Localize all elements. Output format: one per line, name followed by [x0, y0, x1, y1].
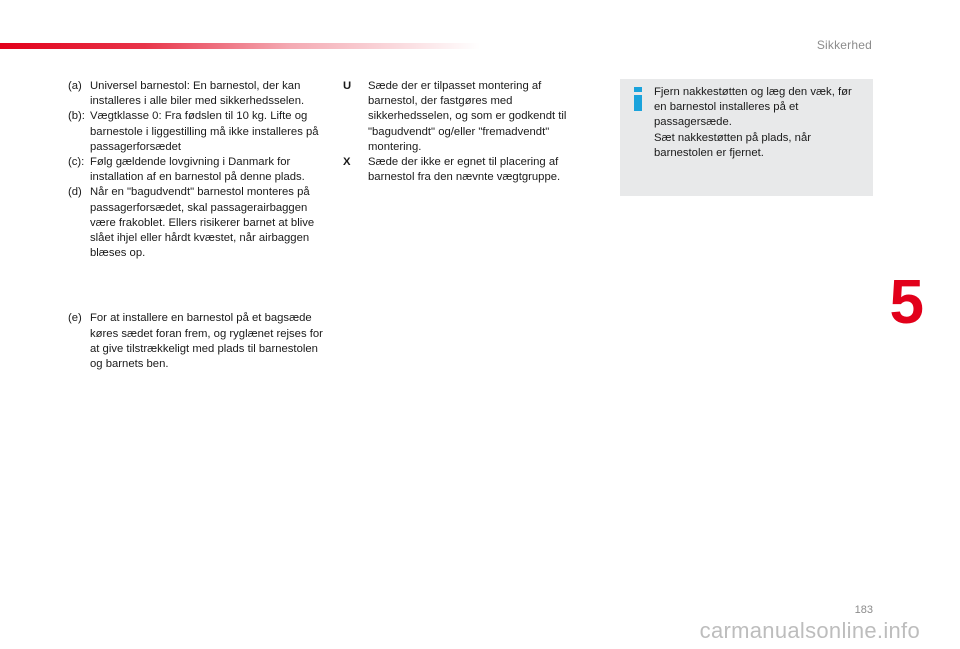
legend-text: Sæde der ikke er egnet til placering af barnestol fra den nævnte vægtgruppe.: [368, 156, 561, 184]
watermark: carmanualsonline.info: [699, 618, 920, 643]
footnote-d: [68, 185, 326, 261]
chapter-number: 5: [889, 268, 924, 337]
legend-item-u: [343, 79, 581, 155]
footnote-key: (e): [68, 312, 82, 325]
footnote-key: (d): [68, 186, 82, 199]
footnote-text: Følg gældende lovgivning i Danmark for installation af en barnestol på denne plads.: [90, 156, 305, 184]
footnote-text: Universel barnestol: En barnestol, der kan installeres i alle biler med sikkerhedsselen.: [90, 80, 305, 108]
footnotes-column: [68, 79, 326, 372]
footnote-text: Når en "bagudvendt" barnestol monteres på passagerforsædet, skal passagerairbaggen være frakoblet. Ellers risikerer barnet at blive slået ihjel eller hårdt kvæstet, når airbaggen blæses op.: [90, 186, 315, 260]
footnote-a: [68, 79, 326, 109]
footnote-b: [68, 109, 326, 155]
footnote-text: Vægtklasse 0: Fra fødslen til 10 kg. Lifte og barnestole i liggestilling må ikke installeres på passagerforsædet: [90, 110, 319, 153]
info-icon: [631, 87, 645, 111]
info-line-2: Sæt nakkestøtten på plads, når barnestolen er fjernet.: [654, 131, 811, 159]
legend-column: [343, 79, 581, 185]
footnote-text: For at installere en barnestol på et bagsæde køres sædet foran frem, og ryglænet rejses for at give tilstrækkeligt med plads til barnestolen og barnets ben.: [90, 312, 323, 371]
legend-text: Sæde der er tilpasset montering af barnestol, der fastgøres med sikkerhedsselen, og som er godkendt til "bagudvendt" og/eller "fremadvendt" montering.: [368, 80, 567, 153]
footnote-key: (c):: [68, 156, 85, 169]
legend-key: U: [343, 80, 352, 92]
header-accent-bar: [0, 43, 480, 49]
footnote-key: (a): [68, 80, 82, 92]
legend-key: X: [343, 156, 351, 169]
info-text: [654, 85, 862, 161]
section-title: Sikkerhed: [816, 38, 872, 52]
page-number: 183: [854, 604, 873, 616]
footnote-key: (b):: [68, 110, 85, 123]
legend-item-x: [343, 155, 581, 185]
footnote-e: [68, 311, 326, 372]
info-box: [620, 79, 873, 196]
footnote-c: [68, 155, 326, 185]
info-line-1: Fjern nakkestøtten og læg den væk, før en barnestol installeres på et passagersæde.: [654, 86, 852, 129]
